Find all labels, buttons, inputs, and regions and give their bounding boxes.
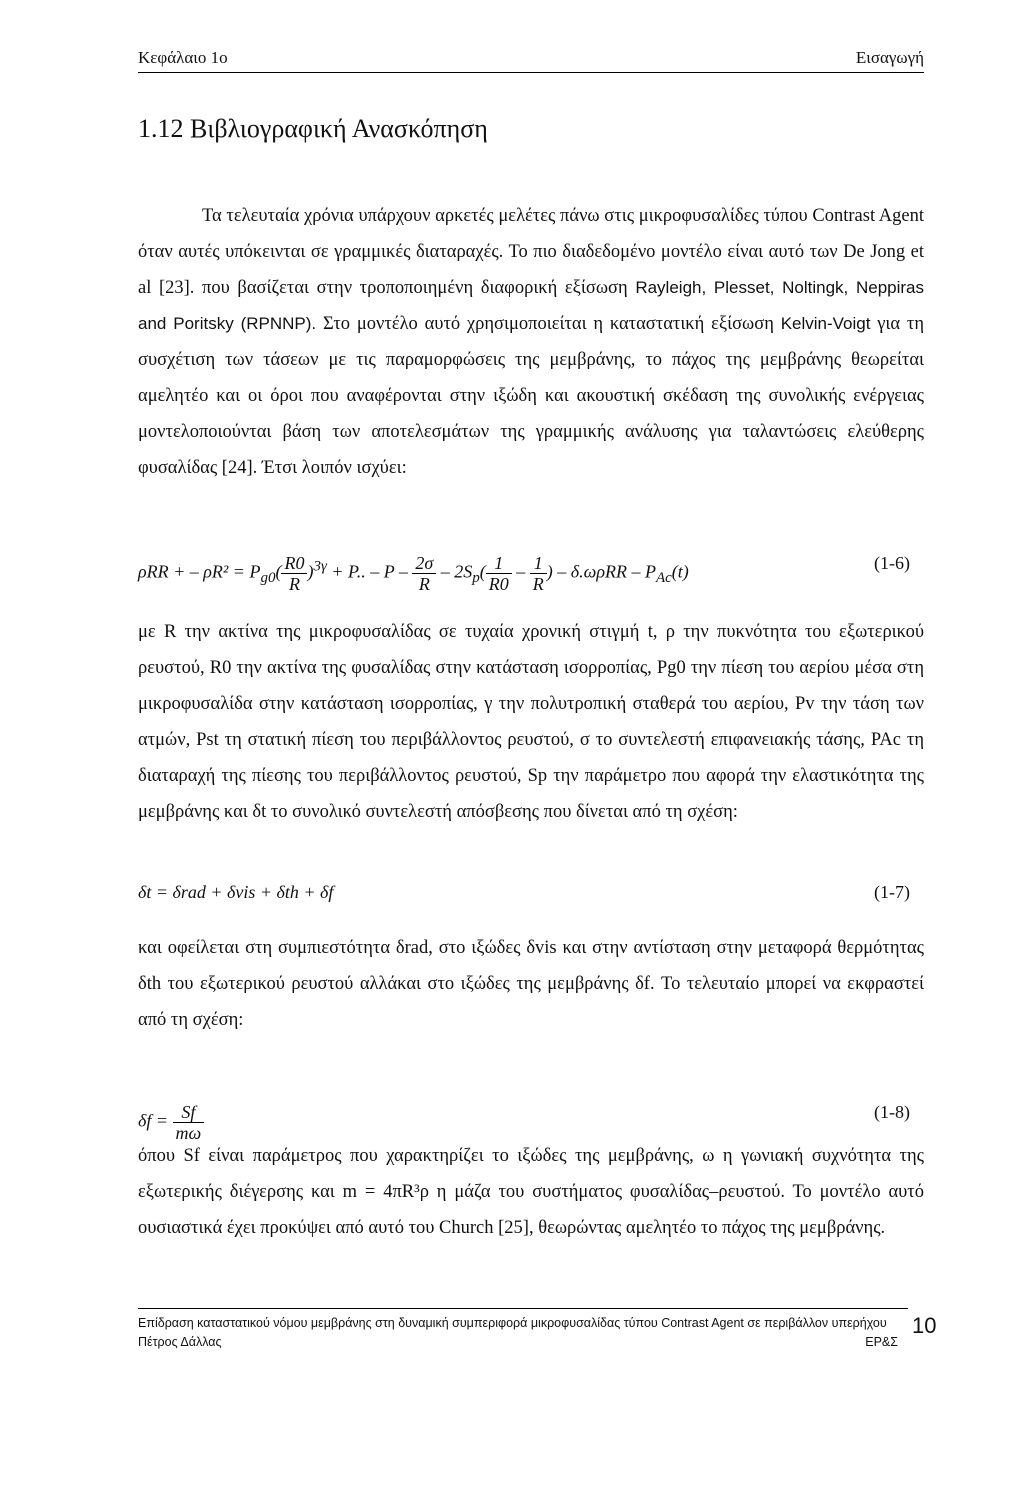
eq-fraction [486,553,512,594]
eq-fraction [530,553,547,594]
eq-fraction [173,1102,205,1143]
eq-fraction [281,553,307,594]
eq-den: R0 [488,574,509,594]
chapter-label: Κεφάλαιο 1ο [138,48,228,67]
eq-fraction [412,553,436,594]
eq-term: + P.. – P – [326,561,413,582]
eq-term: – δ.ωρRR – P [552,561,656,582]
eq-term: (t) [671,561,689,582]
page-footer [138,1314,898,1349]
eq-num: R0 [281,553,307,574]
equation-number: (1-6) [874,553,910,573]
equation-body: ρRR + – $\rho R^2 = P_{g0}$( $\frac{R0}{R}$ )$^{3\gamma}$ + P.. – P – $\frac{2\sigma}{R}$ – $2S_p$( $\frac{1}{R0}$ – $\frac{1}{R}$ ) – $\delta.\omega\rho RR - P_{Ac}(t)$ [138,553,689,594]
eq-num: 1 [486,553,512,574]
text-run: για τη συσχέτιση των τάσεων με τις παραμορφώσεις της μεμβράνης, το πάχος της μεμβράνης θεωρείται αμελητέο και οι όροι που αναφέρονται στην ιξώδη και ακουστική σκέδαση της συνολικής ενέργειας μοντελοποιούνται βάση των αποτελεσμάτων της γραμμικής ανάλυσης για ταλαντώσεις ελεύθερης φυσαλίδας [24]. Έτσι λοιπόν ισχύει: [138,314,924,478]
eq-num: 1 [530,553,547,574]
header-rule [138,72,924,73]
eq-num: 2σ [412,553,436,574]
equation-1-6 [138,553,924,593]
eq-num: Sf [173,1102,205,1123]
footer-rule [138,1308,908,1309]
paragraph-damping: και οφείλεται στη συμπιεστότητα δrad, στο ιξώδες δvis και στην αντίσταση στην μεταφορά θερμότητας δth του εξωτερικού ρευστού αλλάκαι στο ιξώδες της μεμβράνης δf. Το τελευταίο μπορεί να εκφραστεί από τη σχέση: [138,938,924,1030]
equation-number: (1-7) [874,882,910,902]
footer-thesis-title: Επίδραση καταστατικού νόμου μεμβράνης στη δυναμική συμπεριφορά μικροφυσαλίδας τύπου Contrast Agent σε περιβάλλον υπερήχου [138,1316,887,1330]
equation-number: (1-8) [874,1102,910,1122]
text-run-model: Rayleigh, Plesset, Noltingk, Neppiras and Poritsky (RPNNP). [138,278,924,333]
text-run: Τα τελευταία χρόνια υπάρχουν αρκετές μελέτες πάνω στις μικροφυσαλίδες τύπου Contrast Agent όταν αυτές υπόκεινται σε γραμμικές διαταραχές. Το πιο διαδεδομένο μοντέλο είναι αυτό των De Jong et al [23]. που βασίζεται στην τροποποιημένη διαφορική εξίσωση [138,206,924,298]
equation-1-7 [138,882,924,912]
text-run-model: Kelvin-Voigt [780,314,871,333]
footer-department: ΕΡ&Σ [865,1335,898,1349]
eq-den: R [532,574,544,594]
paragraph-definitions: με R την ακτίνα της μικροφυσαλίδας σε τυχαία χρονική στιγμή t, ρ την πυκνότητα του εξωτερικού ρευστού, R0 την ακτίνα της φυσαλίδας στην κατάσταση ισορροπίας, Pg0 την πίεση του αερίου μέσα στη μικροφυσαλίδα στην κατάσταση ισορροπίας, γ την πολυτροπική σταθερά του αερίου, Pv την τάση των ατμών, Pst τη στατική πίεση του περιβάλλοντος ρευστού, σ το συντελεστή επιφανειακής τάσης, PAc τη διαταραχή της πίεσης του περιβάλλοντος ρευστού, Sp την παράμετρο που αφορά την ελαστικότητα της μεμβράνης και δt το συνολικό συντελεστή απόσβεσης που δίνεται από τη σχέση: [138,622,924,822]
eq-sub: Ac [655,570,672,587]
footer-author: Πέτρος Δάλλας [138,1335,222,1349]
page-number: 10 [912,1313,937,1338]
paragraph-closing: όπου Sf είναι παράμετρος που χαρακτηρίζει το ιξώδες της μεμβράνης, ω η γωνιακή συχνότητα της εξωτερικής διέγερσης και m = 4πR³ρ η μάζα του συστήματος φυσαλίδας–ρευστού. Το μοντέλο αυτό ουσιαστικά έχει προκύψει από αυτό του Church [25], θεωρώντας αμελητέο το πάχος της μεμβράνης. [138,1146,924,1238]
eq-term: – 2S [436,561,473,582]
eq-den: R [418,574,430,594]
equation-body [138,1102,204,1143]
equation-body: δt = δrad + δvis + δth + δf [138,882,334,902]
text-run: Στο μοντέλο αυτό χρησιμοποιείται η καταστατική εξίσωση [316,314,781,334]
eq-term: δf = [138,1110,173,1131]
eq-den: mω [175,1123,202,1143]
eq-sup: 3γ [313,558,327,575]
eq-term: ρRR + – ρR² = P [138,561,261,582]
eq-sub: g0 [260,570,276,587]
section-label: Εισαγωγή [855,48,924,67]
section-title: 1.12 Βιβλιογραφική Ανασκόπηση [138,114,488,143]
eq-den: R [288,574,300,594]
paragraph-intro [138,198,924,486]
eq-sub: p [472,570,480,587]
